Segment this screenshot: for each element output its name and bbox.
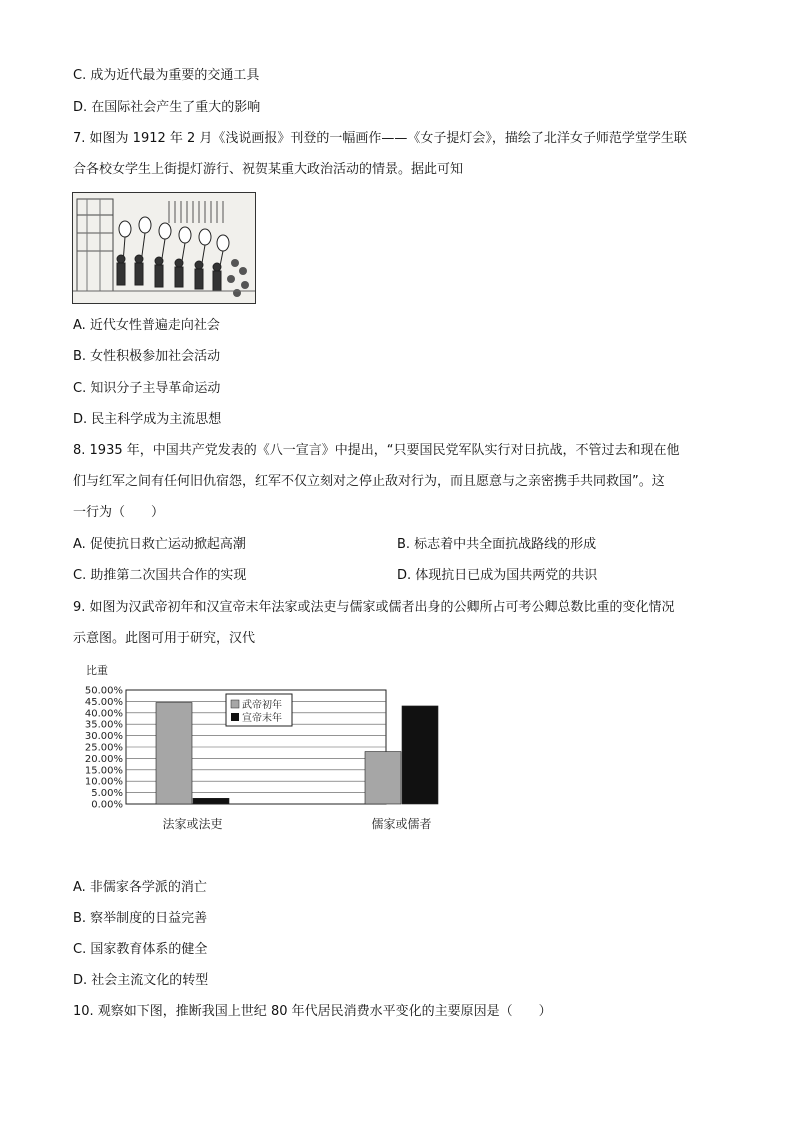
y-tick-label: 5.00%: [91, 788, 123, 800]
chart-legend: [226, 694, 292, 726]
q8-option-c: C. 助推第二次国共合作的实现: [73, 568, 247, 583]
bar-2-2: [402, 706, 438, 804]
bar-1-2: [365, 752, 401, 804]
y-tick-label: 20.00%: [84, 753, 123, 765]
legend-swatch-series-1: [231, 700, 239, 708]
legend-swatch-series-2: [231, 713, 239, 721]
q9-option-a: A. 非儒家各学派的消亡: [73, 880, 207, 895]
q8-stem-line-2: 们与红军之间有任何旧仇宿怨，红军不仅立刻对之停止敌对行为，而且愿意与之亲密携手共同救国”。这: [73, 474, 665, 489]
x-category-label: 儒家或儒者: [371, 817, 432, 831]
legend-label-series-1: 武帝初年: [242, 700, 282, 711]
y-tick-labels: [85, 686, 123, 811]
y-tick-label: 40.00%: [84, 708, 123, 720]
q9-stem-line-2: 示意图。此图可用于研究，汉代: [73, 631, 256, 646]
q8-option-d: D. 体现抗日已成为国共两党的共识: [397, 568, 598, 583]
option-c: C. 成为近代最为重要的交通工具: [73, 68, 260, 83]
y-tick-label: 10.00%: [84, 776, 123, 788]
x-category-labels: [162, 816, 431, 831]
q8-option-a: A. 促使抗日救亡运动掀起高潮: [73, 537, 246, 552]
bar-chart-svg: [80, 660, 432, 840]
bar-1-1: [156, 703, 192, 804]
q7-stem-line-1: 7. 如图为 1912 年 2 月《浅说画报》刊登的一幅画作——《女子提灯会》，描绘了北洋女子师范学堂学生联: [73, 131, 687, 146]
q10-stem: 10. 观察如下图，推断我国上世纪 80 年代居民消费水平变化的主要原因是（ ）: [73, 1004, 552, 1019]
q7-option-a: A. 近代女性普遍走向社会: [73, 318, 220, 333]
y-tick-label: 30.00%: [84, 731, 123, 743]
legend-label-series-2: 宣帝末年: [242, 713, 282, 724]
y-tick-label: 50.00%: [84, 685, 123, 697]
y-tick-label: 0.00%: [91, 799, 123, 811]
y-tick-label: 15.00%: [84, 765, 123, 777]
q8-option-b: B. 标志着中共全面抗战路线的形成: [397, 537, 597, 552]
q8-stem-line-3: 一行为（ ）: [73, 505, 165, 520]
q9-option-d: D. 社会主流文化的转型: [73, 973, 209, 988]
y-tick-label: 45.00%: [84, 696, 123, 708]
q7-option-b: B. 女性积极参加社会活动: [73, 349, 221, 364]
q9-option-b: B. 察举制度的日益完善: [73, 911, 208, 926]
y-tick-label: 25.00%: [84, 742, 123, 754]
option-d: D. 在国际社会产生了重大的影响: [73, 100, 261, 115]
x-category-label: 法家或法吏: [162, 817, 223, 831]
q7-stem-line-2: 合各校女学生上街提灯游行、祝贺某重大政治活动的情景。据此可知: [73, 162, 464, 177]
chart-ylabel: 比重: [86, 664, 108, 677]
bar-2-1: [193, 798, 229, 804]
q8-stem-line-1: 8. 1935 年，中国共产党发表的《八一宣言》中提出，“只要国民党军队实行对日抗战，不管过去和现在他: [73, 443, 680, 458]
q7-option-c: C. 知识分子主导革命运动: [73, 381, 221, 396]
q7-option-d: D. 民主科学成为主流思想: [73, 412, 222, 427]
q9-option-c: C. 国家教育体系的健全: [73, 942, 208, 957]
proportion-bar-chart: [80, 660, 432, 840]
lantern-parade-illustration: [72, 192, 256, 304]
lantern-parade-drawing: [73, 193, 255, 303]
y-tick-label: 35.00%: [84, 719, 123, 731]
q9-stem-line-1: 9. 如图为汉武帝初年和汉宣帝末年法家或法吏与儒家或儒者出身的公卿所占可考公卿总数比重的变化情况: [73, 600, 675, 615]
